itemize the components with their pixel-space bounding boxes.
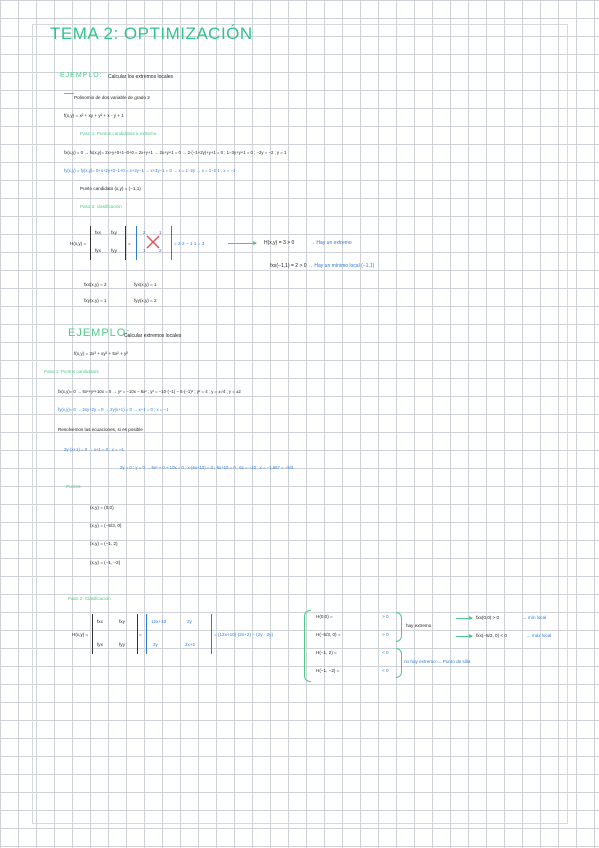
ex2-p3: (x,y) = (−1, 2) <box>90 541 118 546</box>
ex2-r1: fxx(0,0) > 0 <box>476 615 500 620</box>
equals-sign: = <box>128 241 131 246</box>
ex2-h2: H(−5/3, 0) = <box>316 632 341 637</box>
ex2-s3: < 0 <box>382 650 389 655</box>
m-fxy: fxy <box>111 230 117 235</box>
ex2-h1: H(0,0) = <box>316 614 333 619</box>
m-fyy: fyy <box>111 248 117 253</box>
ex2-p2: (x,y) = (−5/3, 0) <box>90 523 122 528</box>
ex2-value-matrix <box>146 614 212 654</box>
ex2-p4: (x,y) = (−1, −2) <box>90 560 121 565</box>
m-fyx: fyx <box>95 248 101 253</box>
ex1-d2: fyx(x,y) = 1 <box>134 282 157 287</box>
m-fyy: fyy <box>119 642 125 647</box>
ex1-paso1: Paso 1: Puntos candidatos a extremo <box>80 131 157 136</box>
ex1-heading-text: Calcular los extremos locales <box>108 74 174 80</box>
ex2-hess-label: H(x,y) = <box>72 632 89 637</box>
ex1-intro: Polinomio de dos variable de grado 2 <box>74 95 150 100</box>
b11: 2 <box>143 230 146 235</box>
ex1-candidate: Punto candidato (x,y) = (−1,1) <box>80 186 141 191</box>
arrow-icon <box>456 636 472 637</box>
ex2-r2: fxx(−5/3, 0) < 0 <box>476 633 507 638</box>
ex2-fx-line: fx(x,y)= 0 → 6x²+y²+10x = 0 → y² = −10x − 6x² ; y² = −10·(−1) − 6·(−1)² ; y² = 4 ; y = ±√4 ; y = ±2 <box>58 389 241 394</box>
ex2-hessian-matrix <box>92 614 138 654</box>
ex2-r2b: → máx local <box>526 633 552 638</box>
ex1-d4: fyy(x,y) = 2 <box>134 298 157 303</box>
ex2-nohay: no hay extremo → Punto de silla <box>404 659 471 664</box>
ex2-heading: EJEMPLO: <box>68 327 131 339</box>
ex2-hay: hay extremo <box>406 623 432 628</box>
arrow-icon <box>228 243 256 244</box>
ex2-puntos: Puntos: <box>66 484 82 489</box>
ex2-s1: > 0 <box>382 614 389 619</box>
ex1-value-matrix <box>136 226 172 260</box>
b21: 2y <box>153 642 158 647</box>
ex1-h-out2: → Hay un extremo <box>310 240 352 246</box>
b12: 2y <box>187 619 192 624</box>
ex1-h-out: H(x,y) = 3 > 0 <box>264 240 295 246</box>
b11: 12x+10 <box>151 619 167 624</box>
b21: 1 <box>143 248 146 253</box>
ex2-p1: (x,y) = (0,0) <box>90 505 114 510</box>
right-brace <box>396 612 402 642</box>
cross-mark-icon <box>145 234 161 250</box>
b22: 2x+2 <box>185 642 196 647</box>
ex1-d1: fxx(x,y) = 2 <box>84 282 107 287</box>
ex2-h3: H(−1, 2) = <box>316 650 337 655</box>
left-brace <box>304 610 311 682</box>
ex2-hess-result: = (12x+10)·(2x+2) − (2y · 2y) <box>214 632 273 637</box>
ex2-function: f(x,y) = 2x³ + xy² + 5x² + y² <box>74 351 128 356</box>
ex2-heading-text: Calcular extremos locales <box>124 333 182 339</box>
ex1-paso2: Paso 2: clasificación <box>80 204 122 209</box>
page-title: TEMA 2: OPTIMIZACIÓN <box>50 24 253 43</box>
ex1-fxx-out: fxx(−1,1) = 2 > 0 <box>270 263 307 269</box>
b22: 2 <box>159 248 162 253</box>
ex1-heading: EJEMPLO: <box>60 72 103 79</box>
ex2-r1b: → mín local <box>522 615 547 620</box>
ex1-hess-label: H(x,y) = <box>70 241 87 246</box>
ex1-fy-line: fy(x,y) = fy(x,y)= 0+x+2y+0−1+0 = x+2y−1 → x+2y−1 = 0 → x = 1−2y → x = 1−2·1 ; x = −1 <box>64 168 236 173</box>
ex2-s4: < 0 <box>382 668 389 673</box>
ex1-d3: fxy(x,y) = 1 <box>84 298 107 303</box>
right-brace <box>396 648 402 678</box>
ex2-paso1: Paso 1: Puntos candidatos <box>44 369 99 374</box>
ex2-h4: H(−1, −2) = <box>316 668 340 673</box>
ex2-fy-line: fy(x,y)= 0 → 2xy+2y = 0 → 2y(x+1) = 0 → x+1 = 0 ; x = −1 <box>58 407 169 412</box>
m-fxy: fxy <box>119 619 125 624</box>
ex1-hess-result: = 2·2 − 1·1 = 3 <box>174 241 205 246</box>
ex1-function: f(x,y) = x² + xy + y² + x - y + 1 <box>64 113 124 118</box>
ex2-s2: > 0 <box>382 632 389 637</box>
arrow-icon <box>456 618 472 619</box>
m-fxx: fxx <box>97 619 103 624</box>
ex1-fx-line: fx(x,y) = 0 → fx(x,y)= 2x+y+0+1−0+0 = 2x+y+1 → 2x+y+1 = 0 → 2·(−1+2y)+y+1 = 0 ; 1−3y+y+1 = 0 ; −2y = −2 ; y = 1 <box>64 150 287 155</box>
ex2-resol: Resolvemos las ecuaciones, si es posible <box>58 427 143 432</box>
ex2-paso2: Paso 2: Clasificación <box>68 596 111 601</box>
m-fxx: fxx <box>95 230 101 235</box>
divider <box>64 93 74 94</box>
m-fyx: fyx <box>97 642 103 647</box>
ex2-case2: 2y = 0 ; y = 0 → 6x² + 0 + 10x = 0 ; x·(6x+10) = 0 ; 6x+10 = 0 ; 6x = −10 ; x = −1,667 = −5/3 <box>120 465 294 470</box>
ex1-fxx-out2: → Hay un mínimo local (−1,1) <box>308 263 375 269</box>
ex2-case1: 2y·(x+1) = 0 → x+1 = 0 ; x = −1 <box>64 447 124 452</box>
b12: 1 <box>159 230 162 235</box>
ex1-hessian-matrix <box>90 226 126 260</box>
page-border <box>32 24 568 824</box>
equals-sign: = <box>139 632 142 637</box>
